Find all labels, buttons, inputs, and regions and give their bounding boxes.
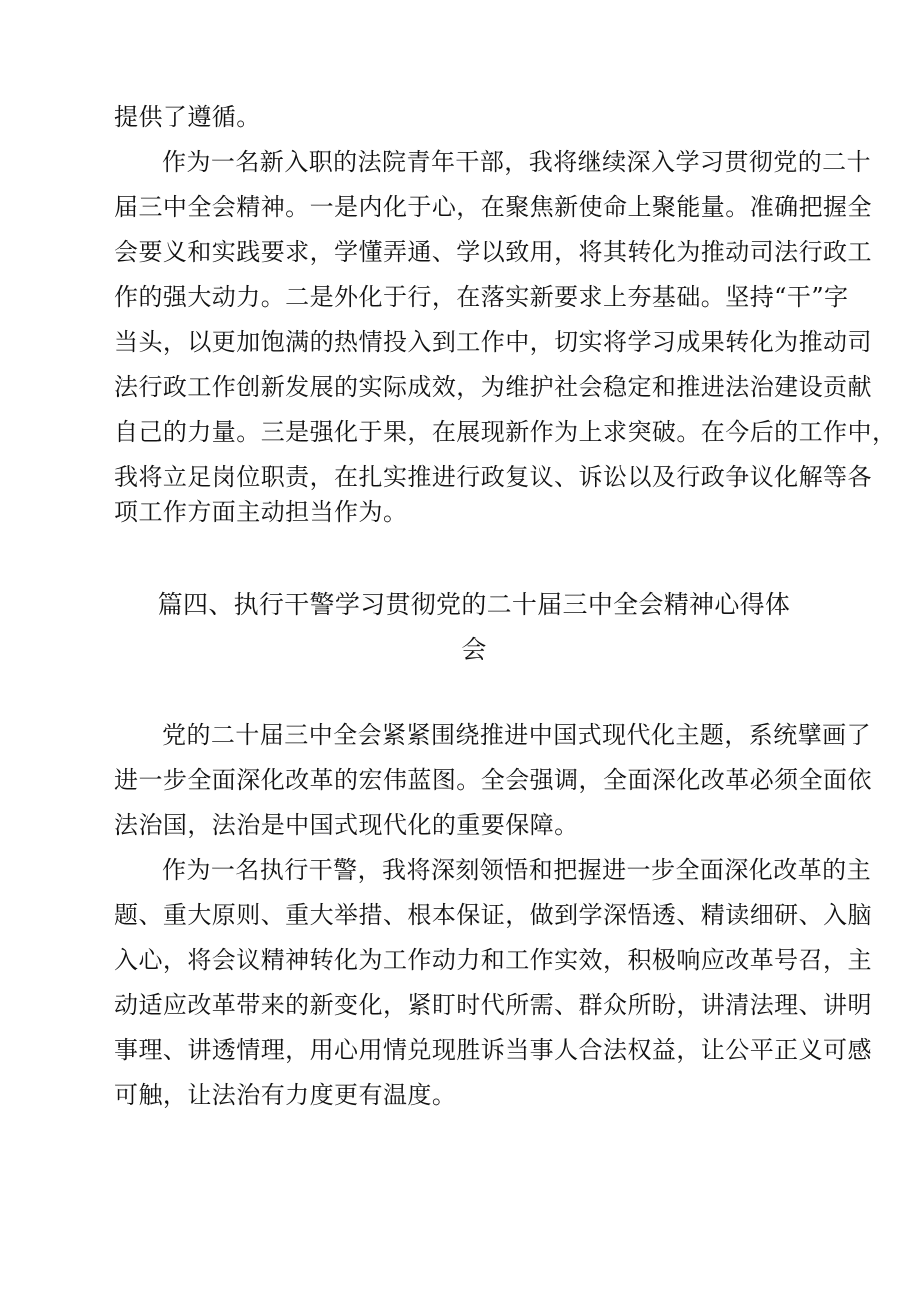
paragraph-line: 作为一名新入职的法院青年干部，我将继续深入学习贯彻党的二十 xyxy=(162,148,872,176)
paragraph-line: 入心，将会议精神转化为工作动力和工作实效，积极响应改革号召，主 xyxy=(114,946,872,974)
paragraph-line: 我将立足岗位职责，在扎实推进行政复议、诉讼以及行政争议化解等各 xyxy=(114,463,872,491)
paragraph-line: 自己的力量。三是强化于果，在展现新作为上求突破。在今后的工作中， xyxy=(114,418,897,446)
paragraph-line: 当头，以更加饱满的热情投入到工作中，切实将学习成果转化为推动司 xyxy=(114,328,872,356)
paragraph-line: 届三中全会精神。一是内化于心，在聚焦新使命上聚能量。准确把握全 xyxy=(114,193,872,221)
paragraph-line: 题、重大原则、重大举措、根本保证，做到学深悟透、精读细研、入脑 xyxy=(114,901,872,929)
paragraph-line: 事理、讲透情理，用心用情兑现胜诉当事人合法权益，让公平正义可感 xyxy=(114,1036,872,1064)
paragraph-line: 法治国，法治是中国式现代化的重要保障。 xyxy=(114,811,579,839)
section-heading-line: 会 xyxy=(461,635,487,664)
section-heading-line: 篇四、执行干警学习贯彻党的二十届三中全会精神心得体 xyxy=(157,590,791,619)
paragraph-line: 提供了遵循。 xyxy=(114,103,261,131)
paragraph-line: 作为一名执行干警，我将深刻领悟和把握进一步全面深化改革的主 xyxy=(162,856,872,884)
paragraph-line: 可触，让法治有力度更有温度。 xyxy=(114,1081,457,1109)
paragraph-line: 法行政工作创新发展的实际成效，为维护社会稳定和推进法治建设贡献 xyxy=(114,373,872,401)
paragraph-line: 党的二十届三中全会紧紧围绕推进中国式现代化主题，系统擘画了 xyxy=(162,721,872,749)
paragraph-line: 会要义和实践要求，学懂弄通、学以致用，将其转化为推动司法行政工 xyxy=(114,238,872,266)
paragraph-line: 动适应改革带来的新变化，紧盯时代所需、群众所盼，讲清法理、讲明 xyxy=(114,991,872,1019)
paragraph-line: 作的强大动力。二是外化于行，在落实新要求上夯基础。坚持“干”字 xyxy=(114,283,849,311)
paragraph-line: 进一步全面深化改革的宏伟蓝图。全会强调，全面深化改革必须全面依 xyxy=(114,766,872,794)
paragraph-line: 项工作方面主动担当作为。 xyxy=(114,498,408,526)
